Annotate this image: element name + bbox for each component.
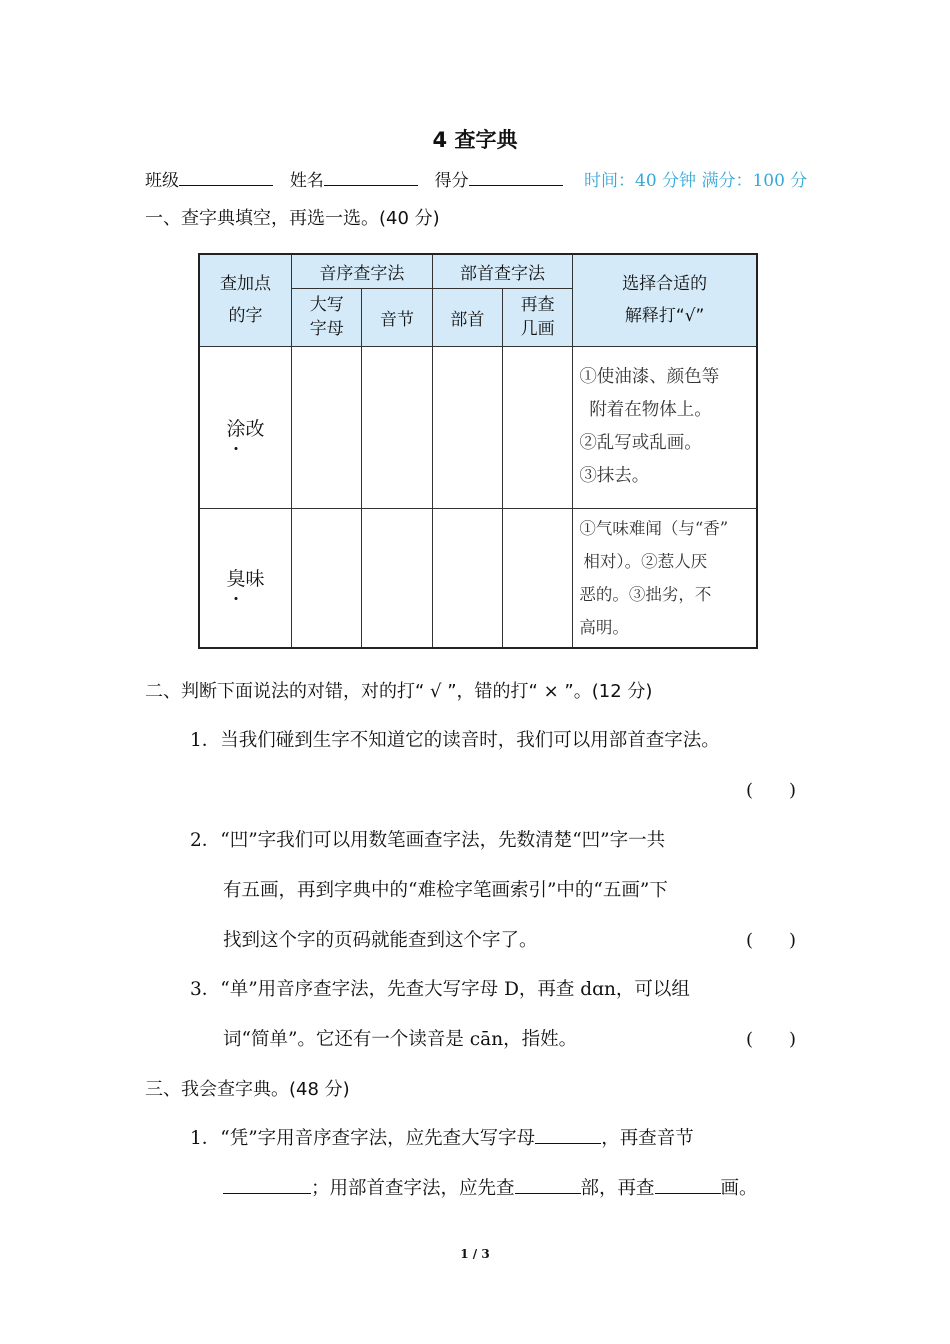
section3-heading: 三、我会查字典。(48 分) bbox=[145, 1079, 350, 1100]
header-radical-method: 部首查字法 bbox=[432, 254, 573, 288]
question-2-2-line2: 有五画，再到字典中的“难检字笔画索引”中的“五画”下 bbox=[223, 880, 668, 901]
header-strokes-line2: 几画 bbox=[520, 319, 555, 339]
answer-paren-2-1[interactable]: ( ) bbox=[746, 780, 797, 801]
header-char-line2: 的字 bbox=[228, 306, 263, 327]
table-row bbox=[199, 346, 757, 508]
explanation-cell[interactable] bbox=[573, 508, 757, 648]
class-blank[interactable] bbox=[179, 169, 273, 186]
radical-cell[interactable] bbox=[432, 508, 502, 648]
dotted-char: 涂 bbox=[227, 414, 246, 441]
explanation-line: 附着在物体上。 bbox=[589, 400, 712, 420]
score-blank[interactable] bbox=[469, 169, 563, 186]
time-note: 时间：40 分钟 满分：100 分 bbox=[584, 171, 808, 191]
header-char-line1: 查加点 bbox=[220, 274, 272, 295]
question-3-1-line2 bbox=[223, 1174, 758, 1200]
name-label: 姓名 bbox=[289, 171, 324, 191]
word-rest: 味 bbox=[245, 568, 265, 591]
header-choose-line1: 选择合适的 bbox=[622, 274, 708, 295]
table-row bbox=[199, 508, 757, 648]
section1-heading: 一、查字典填空，再选一选。(40 分) bbox=[145, 208, 440, 229]
answer-paren-2-2[interactable]: ( ) bbox=[746, 930, 797, 951]
explanation-line: ①气味难闻（与“香” bbox=[579, 518, 729, 538]
capital-letter-cell[interactable] bbox=[292, 346, 362, 508]
score-label: 得分 bbox=[434, 171, 469, 191]
syllable-cell[interactable] bbox=[362, 508, 432, 648]
question-2-2-line3: 找到这个字的页码就能查到这个字了。 bbox=[223, 930, 538, 951]
question-2-1: 1．当我们碰到生字不知道它的读音时，我们可以用部首查字法。 bbox=[190, 730, 720, 751]
question-3-1-text-c: ；用部首查字法，应先查 bbox=[311, 1178, 515, 1199]
radical-cell[interactable] bbox=[432, 346, 502, 508]
blank-capital-letter[interactable] bbox=[535, 1126, 601, 1144]
header-strokes bbox=[503, 288, 573, 346]
strokes-cell[interactable] bbox=[503, 346, 573, 508]
dotted-char: 臭 bbox=[227, 564, 246, 591]
student-info-line bbox=[145, 166, 808, 191]
blank-strokes[interactable] bbox=[655, 1176, 721, 1194]
capital-letter-cell[interactable] bbox=[292, 508, 362, 648]
answer-paren-2-3[interactable]: ( ) bbox=[746, 1029, 797, 1050]
page-title: 4 查字典 bbox=[432, 128, 518, 152]
word-cell bbox=[199, 346, 292, 508]
header-radical: 部首 bbox=[432, 288, 502, 346]
header-syllable: 音节 bbox=[362, 288, 432, 346]
explanation-line: ③抹去。 bbox=[579, 466, 650, 486]
header-capital-line2: 字母 bbox=[309, 319, 344, 339]
question-2-2-line1: 2．“凹”字我们可以用数笔画查字法，先数清楚“凹”字一共 bbox=[190, 830, 666, 851]
page-number: 1 / 3 bbox=[460, 1247, 490, 1261]
explanation-line: 恶的。③拙劣，不 bbox=[579, 584, 712, 604]
blank-radical[interactable] bbox=[515, 1176, 581, 1194]
question-3-1-text-b: ，再查音节 bbox=[601, 1128, 694, 1149]
question-3-1-line1 bbox=[190, 1124, 694, 1150]
header-capital-letter bbox=[292, 288, 362, 346]
question-3-1-text-d: 部，再查 bbox=[580, 1178, 655, 1199]
header-choose bbox=[573, 254, 757, 346]
question-3-1-text-e: 画。 bbox=[720, 1178, 758, 1199]
dictionary-table bbox=[198, 253, 758, 649]
question-3-1-text-a: 1．“凭”字用音序查字法，应先查大写字母 bbox=[190, 1128, 536, 1149]
syllable-cell[interactable] bbox=[362, 346, 432, 508]
blank-syllable[interactable] bbox=[223, 1176, 311, 1194]
class-label: 班级 bbox=[145, 171, 179, 191]
header-capital-line1: 大写 bbox=[309, 295, 344, 315]
strokes-cell[interactable] bbox=[503, 508, 573, 648]
header-pinyin-method: 音序查字法 bbox=[292, 254, 433, 288]
explanation-line: ②乱写或乱画。 bbox=[579, 433, 702, 453]
question-2-3-line2: 词“简单”。它还有一个读音是 cān，指姓。 bbox=[223, 1029, 578, 1050]
explanation-line: ①使油漆、颜色等 bbox=[579, 367, 720, 387]
header-strokes-line1: 再查 bbox=[520, 295, 555, 315]
explanation-line: 相对）。②惹人厌 bbox=[583, 551, 708, 571]
header-choose-line2: 解释打“√” bbox=[624, 306, 705, 327]
word-rest: 改 bbox=[245, 417, 265, 440]
word-cell bbox=[199, 508, 292, 648]
name-blank[interactable] bbox=[324, 169, 418, 186]
section2-heading: 二、判断下面说法的对错，对的打“ √ ”，错的打“ × ”。(12 分) bbox=[145, 681, 653, 702]
explanation-cell[interactable] bbox=[573, 346, 757, 508]
explanation-line: 高明。 bbox=[579, 617, 629, 637]
question-2-3-line1: 3．“单”用音序查字法，先查大写字母 D，再查 dɑn，可以组 bbox=[190, 979, 690, 1000]
header-char bbox=[199, 254, 292, 346]
